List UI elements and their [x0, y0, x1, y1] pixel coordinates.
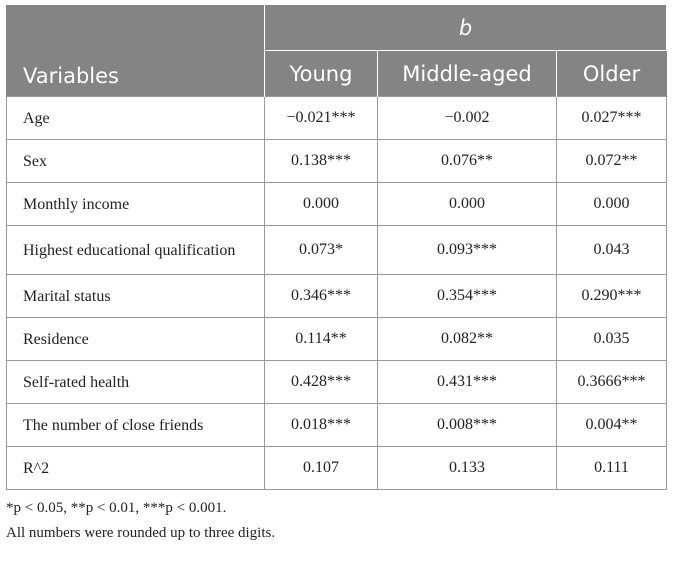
- cell-young: 0.000: [265, 183, 378, 226]
- cell-young: 0.107: [265, 447, 378, 490]
- cell-older: 0.072**: [557, 140, 667, 183]
- cell-older: 0.035: [557, 318, 667, 361]
- cell-middle-aged: 0.133: [378, 447, 557, 490]
- cell-older: 0.290***: [557, 275, 667, 318]
- cell-older: 0.111: [557, 447, 667, 490]
- cell-older: 0.027***: [557, 97, 667, 140]
- table-row: [7, 97, 667, 140]
- table-row: [7, 361, 667, 404]
- row-label: Highest educational qualification: [7, 226, 265, 275]
- regression-table-figure: [6, 5, 666, 546]
- cell-young: −0.021***: [265, 97, 378, 140]
- table-row: [7, 275, 667, 318]
- cell-middle-aged: 0.076**: [378, 140, 557, 183]
- row-label: Monthly income: [7, 183, 265, 226]
- coefficient-b-header: b: [265, 5, 667, 51]
- cell-middle-aged: 0.008***: [378, 404, 557, 447]
- column-header-middle-aged: Middle-aged: [378, 51, 557, 97]
- table-row: [7, 183, 667, 226]
- cell-middle-aged: 0.093***: [378, 226, 557, 275]
- cell-young: 0.114**: [265, 318, 378, 361]
- cell-older: 0.043: [557, 226, 667, 275]
- cell-middle-aged: 0.431***: [378, 361, 557, 404]
- cell-middle-aged: −0.002: [378, 97, 557, 140]
- table-row: [7, 226, 667, 275]
- column-header-young: Young: [265, 51, 378, 97]
- cell-middle-aged: 0.354***: [378, 275, 557, 318]
- regression-table: [6, 5, 667, 490]
- cell-middle-aged: 0.082**: [378, 318, 557, 361]
- cell-young: 0.346***: [265, 275, 378, 318]
- table-row: [7, 447, 667, 490]
- cell-older: 0.004**: [557, 404, 667, 447]
- table-row: [7, 140, 667, 183]
- cell-older: 0.000: [557, 183, 667, 226]
- table-footnotes: [6, 496, 666, 546]
- cell-middle-aged: 0.000: [378, 183, 557, 226]
- cell-older: 0.3666***: [557, 361, 667, 404]
- cell-young: 0.138***: [265, 140, 378, 183]
- row-label: Marital status: [7, 275, 265, 318]
- cell-young: 0.073*: [265, 226, 378, 275]
- rounding-footnote: All numbers were rounded up to three digits.: [6, 525, 276, 541]
- variables-header: Variables: [7, 5, 265, 97]
- row-label: Residence: [7, 318, 265, 361]
- significance-footnote: *p < 0.05, **p < 0.01, ***p < 0.001.: [6, 500, 227, 516]
- table-row: [7, 318, 667, 361]
- cell-young: 0.018***: [265, 404, 378, 447]
- cell-young: 0.428***: [265, 361, 378, 404]
- row-label: Self-rated health: [7, 361, 265, 404]
- row-label: Age: [7, 97, 265, 140]
- table-row: [7, 404, 667, 447]
- row-label: The number of close friends: [7, 404, 265, 447]
- column-header-older: Older: [557, 51, 667, 97]
- row-label: Sex: [7, 140, 265, 183]
- row-label: R^2: [7, 447, 265, 490]
